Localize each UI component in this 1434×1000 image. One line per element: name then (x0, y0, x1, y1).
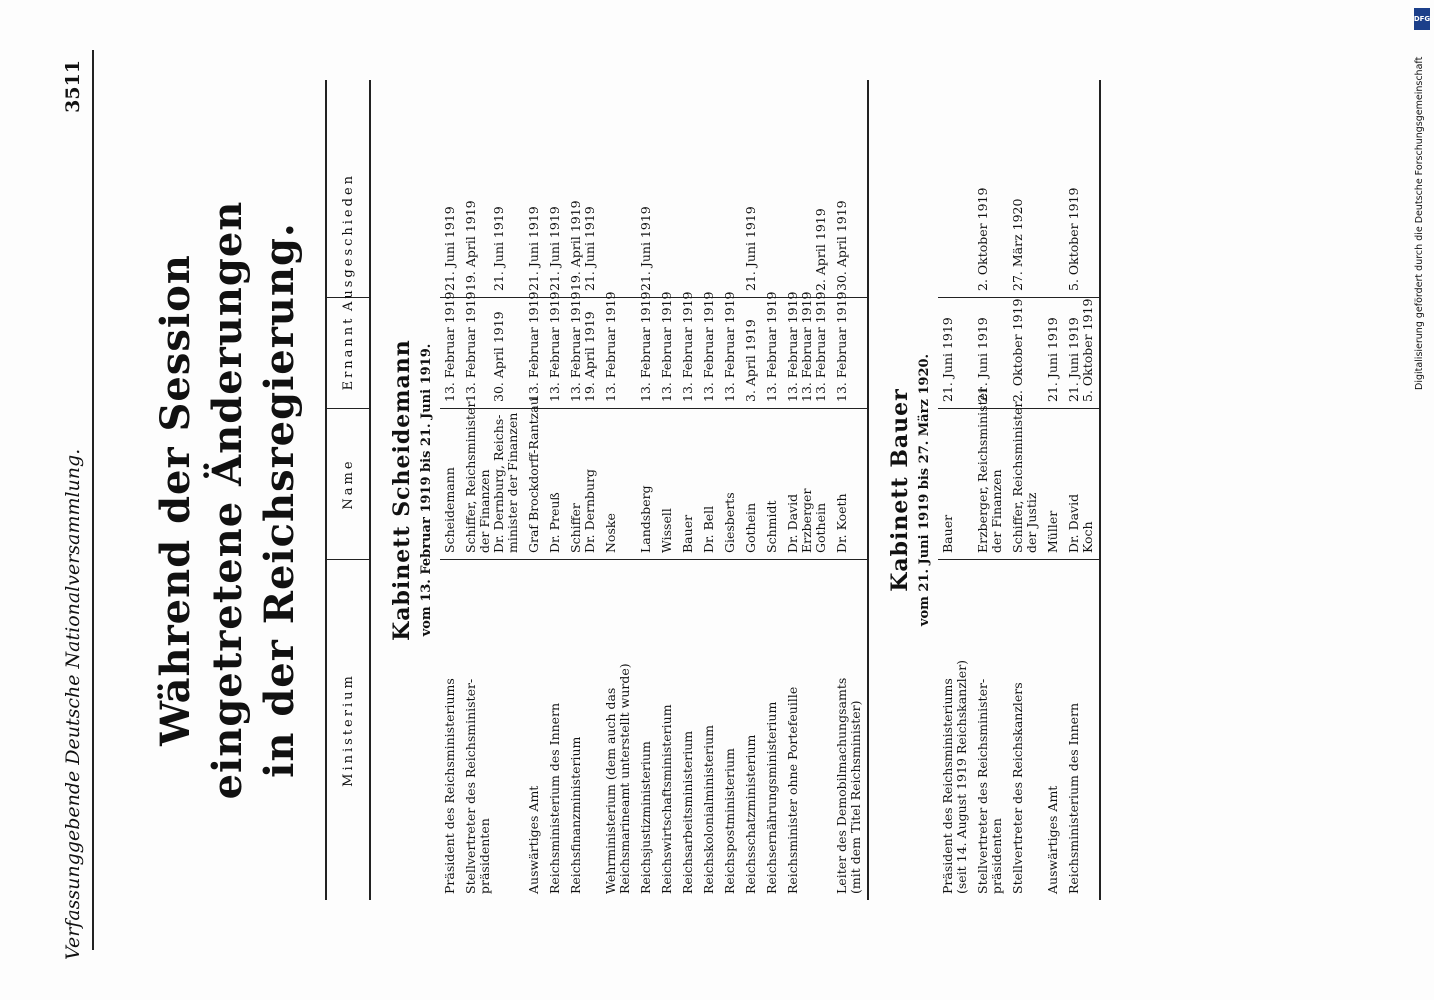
cell-line: 30. April 1919 (491, 311, 506, 402)
rotated-content (40, 40, 1370, 960)
cell-line: präsidenten (989, 818, 1004, 894)
ministry-cell (1043, 559, 1064, 900)
cell-line: Reichsschatzministerium (743, 734, 758, 894)
cabinet-period: vom 13. Februar 1919 bis 21. Juni 1919. (419, 343, 434, 637)
running-head (62, 60, 92, 960)
cell-line: 21. Juni 1919 (1045, 317, 1060, 402)
name-cell (1043, 408, 1064, 559)
table-row (720, 80, 741, 900)
name-cell (762, 408, 783, 559)
departed-cell (678, 187, 699, 297)
ministry-cell (678, 559, 699, 900)
table-row (832, 80, 867, 900)
table-row (657, 80, 678, 900)
table-row (938, 80, 973, 900)
cell-line: Reichsministerium des Innern (1066, 702, 1081, 894)
cell-line (941, 193, 955, 291)
appointed-cell (566, 291, 601, 408)
cell-line: 13. Februar 1919 (799, 291, 814, 402)
name-cell (741, 408, 762, 559)
cell-line: 13. Februar 1919 (785, 291, 800, 402)
table-row (1008, 80, 1043, 900)
cell-line: Präsident des Reichsministeriums (940, 678, 955, 894)
cell-line: Reichsjustizministerium (638, 741, 653, 894)
ministry-cell (566, 559, 601, 900)
name-cell (699, 408, 720, 559)
departed-cell (973, 187, 1008, 297)
cell-line: Dr. David (785, 493, 800, 553)
cell-line: Dr. Dernburg (582, 468, 597, 553)
cell-line (1081, 193, 1095, 291)
ministry-cell (699, 559, 720, 900)
ministry-cell (762, 559, 783, 900)
running-head-title: Verfassunggebende Deutsche Nationalversammlung. (62, 448, 84, 960)
cell-line: der Finanzen (989, 469, 1004, 553)
cell-line: 19. April 1919 (568, 200, 583, 291)
cell-line (604, 193, 618, 291)
appointed-cell (1008, 297, 1043, 408)
departed-cell (783, 187, 832, 297)
cell-line: Stellvertreter des Reichskanzlers (1010, 682, 1025, 894)
ministry-cell (601, 559, 636, 900)
appointed-cell (699, 291, 720, 408)
ministry-cell (938, 559, 973, 900)
cell-line: Reichsministerium des Innern (547, 702, 562, 894)
column-header-ministerium: Ministerium (327, 559, 369, 900)
name-cell (678, 408, 699, 559)
cabinet-period: vom 21. Juni 1919 bis 27. März 1920. (917, 353, 932, 627)
cell-line: 5. Oktober 1919 (1066, 187, 1081, 291)
cell-line: 19. April 1919 (463, 200, 478, 291)
cell-line: 21. Juni 1919 (491, 206, 506, 291)
name-cell (1008, 401, 1043, 559)
cell-line: Reichskolonialministerium (701, 724, 716, 894)
cell-line (765, 193, 779, 291)
ministry-cell (636, 559, 657, 900)
table-row (461, 80, 524, 900)
cell-line (660, 193, 674, 291)
table-row (973, 80, 1008, 900)
cell-line: 21. Juni 1919 (582, 206, 597, 291)
table-row (440, 80, 461, 900)
cell-line: Graf Brockdorff-Rantzau (526, 397, 541, 553)
cell-line (800, 193, 814, 291)
cell-line: 13. Februar 1919 (701, 291, 716, 402)
cell-line: Giesberts (722, 492, 737, 553)
departed-cell (657, 187, 678, 297)
appointed-cell (720, 291, 741, 408)
title-line-1: Während der Session eingetretene Änderungen (152, 200, 251, 800)
cell-line (681, 193, 695, 291)
ministry-cell (657, 559, 678, 900)
table-row (601, 80, 636, 900)
departed-cell (699, 187, 720, 297)
table-row (699, 80, 720, 900)
cell-line: Wissell (659, 508, 674, 553)
table-row (762, 80, 783, 900)
table-row (636, 80, 657, 900)
name-cell (545, 408, 566, 559)
cell-line: der Justiz (1024, 492, 1039, 553)
cell-line: Schiffer, Reichsminister (1010, 401, 1025, 553)
cell-line: Noske (603, 513, 618, 553)
appointed-cell (1043, 297, 1064, 408)
table-row (783, 80, 832, 900)
departed-cell (440, 187, 461, 297)
cell-line (723, 193, 737, 291)
appointed-cell (973, 297, 1008, 408)
table-row (524, 80, 545, 900)
cell-line: 2. Oktober 1919 (975, 187, 990, 291)
header-rule (92, 50, 94, 950)
cell-line: Reichspostministerium (722, 748, 737, 894)
cell-line: Schmidt (764, 500, 779, 553)
cell-line: Reichsmarineamt unterstellt wurde) (617, 663, 632, 894)
cell-line: 13. Februar 1919 (568, 291, 583, 402)
name-cell (720, 408, 741, 559)
name-cell (440, 408, 461, 559)
cell-line: 13. Februar 1919 (638, 291, 653, 402)
page-title (150, 150, 306, 850)
name-cell (783, 408, 832, 559)
ministry-cell (1064, 559, 1099, 900)
ministry-cell (783, 559, 832, 900)
cell-line: minister der Finanzen (505, 412, 520, 553)
ministry-table (325, 80, 1101, 900)
cell-line: 13. Februar 1919 (547, 291, 562, 402)
table-row (566, 80, 601, 900)
appointed-cell (938, 297, 973, 408)
cell-line: 2. Oktober 1919 (1010, 298, 1025, 402)
cell-line: Dr. Dernburg, Reichs- (491, 414, 506, 553)
name-cell (973, 387, 1008, 559)
cell-line: 27. März 1920 (1010, 198, 1025, 291)
ministry-cell (832, 559, 867, 900)
departed-cell (1064, 187, 1099, 297)
departed-cell (832, 187, 867, 297)
cell-line: Gothein (743, 502, 758, 553)
cell-line: 21. Juni 1919 (526, 206, 541, 291)
appointed-cell (440, 291, 461, 408)
cell-line: Reichsarbeitsministerium (680, 730, 695, 894)
appointed-cell (601, 291, 636, 408)
cell-line: 13. Februar 1919 (813, 291, 828, 402)
cell-line: Reichsernährungsministerium (764, 701, 779, 894)
cell-line: Dr. David (1066, 493, 1081, 553)
cell-line: 21. Juni 1919 (442, 206, 457, 291)
cell-line: Bauer (680, 514, 695, 553)
cell-line: Scheidemann (442, 467, 457, 553)
departed-cell (636, 187, 657, 297)
cabinet-title: Kabinett Scheidemann (389, 339, 415, 641)
cell-line: 5. Oktober 1919 (1080, 298, 1095, 402)
cell-line: 2. April 1919 (813, 208, 828, 291)
name-cell (657, 408, 678, 559)
ministry-cell (545, 559, 566, 900)
cell-line: Müller (1045, 510, 1060, 553)
appointed-cell (678, 291, 699, 408)
cell-line (478, 193, 492, 291)
departed-cell (741, 187, 762, 297)
departed-cell (601, 187, 636, 297)
name-cell (461, 401, 524, 559)
cell-line: Bauer (940, 514, 955, 553)
ministry-cell (973, 559, 1008, 900)
cell-line: 13. Februar 1919 (834, 291, 849, 402)
cell-line: Reichsminister ohne Portefeuille (785, 686, 800, 894)
cell-line: 21. Juni 1919 (975, 317, 990, 402)
cell-line: Gothein (813, 502, 828, 553)
departed-cell (720, 187, 741, 297)
cell-line: 13. Februar 1919 (603, 291, 618, 402)
cell-line: Schiffer, Reichsminister (463, 401, 478, 553)
name-cell (524, 397, 545, 559)
cell-line: Koch (1080, 521, 1095, 553)
ministry-cell (1008, 559, 1043, 900)
cell-line: der Finanzen (477, 469, 492, 553)
name-cell (1064, 408, 1099, 559)
ministry-cell (720, 559, 741, 900)
cell-line: Präsident des Reichsministeriums (442, 678, 457, 894)
cell-line: Stellvertreter des Reichsminister- (975, 678, 990, 894)
cell-line: Reichsfinanzministerium (568, 736, 583, 894)
table-row (545, 80, 566, 900)
cell-line: Stellvertreter des Reichsminister- (463, 678, 478, 894)
cell-line (1046, 193, 1060, 291)
title-line-2: in der Reichsregierung. (256, 222, 303, 778)
ministry-cell (524, 559, 545, 900)
departed-cell (938, 187, 973, 297)
appointed-cell (832, 291, 867, 408)
cell-line: 13. Februar 1919 (680, 291, 695, 402)
departed-cell (566, 187, 601, 297)
name-cell (636, 408, 657, 559)
column-header-ernannt: Ernannt (327, 297, 369, 408)
page-number: 3511 (62, 60, 84, 113)
appointed-cell (1064, 297, 1099, 408)
credit-text: Digitalisierung gefördert durch die Deutsche Forschungsgemeinschaft (1414, 56, 1425, 390)
cabinet-rows (440, 80, 869, 900)
cell-line: 13. Februar 1919 (722, 291, 737, 402)
cell-line: Auswärtiges Amt (1045, 785, 1060, 894)
ministry-cell (741, 559, 762, 900)
cell-line: Reichswirtschaftsministerium (659, 704, 674, 894)
cell-line: Schiffer (568, 503, 583, 553)
departed-cell (1008, 187, 1043, 297)
ministry-cell (440, 559, 461, 900)
cabinet-rows (938, 80, 1101, 900)
departed-cell (545, 187, 566, 297)
appointed-cell (636, 291, 657, 408)
cell-line: Landsberg (638, 485, 653, 553)
cell-line: (mit dem Titel Reichsminister) (848, 700, 863, 894)
name-cell (566, 408, 601, 559)
dfg-logo: DFG (1414, 8, 1430, 30)
cell-line: 19. April 1919 (582, 311, 597, 402)
cell-line: 21. Juni 1919 (1066, 317, 1081, 402)
cell-line: 21. Juni 1919 (940, 317, 955, 402)
cell-line: 13. Februar 1919 (526, 291, 541, 402)
column-header-ausgeschieden: Ausgeschieden (340, 172, 356, 311)
appointed-cell (524, 291, 545, 408)
cell-line: 30. April 1919 (834, 200, 849, 291)
appointed-cell (545, 291, 566, 408)
cell-line: 3. April 1919 (743, 319, 758, 402)
appointed-cell (762, 291, 783, 408)
column-header-name: Name (327, 408, 369, 559)
departed-cell (1043, 187, 1064, 297)
cell-line: (seit 14. August 1919 Reichskanzler) (954, 659, 969, 894)
cell-line (786, 193, 800, 291)
cell-line: Auswärtiges Amt (526, 785, 541, 894)
cell-line: 13. Februar 1919 (442, 291, 457, 402)
table-row (741, 80, 762, 900)
appointed-cell (657, 291, 678, 408)
table-row (1043, 80, 1064, 900)
cell-line: Dr. Koeth (834, 493, 849, 553)
departed-cell (524, 187, 545, 297)
digitization-credit (1414, 10, 1428, 390)
cell-line (478, 304, 492, 402)
cabinets (389, 80, 1101, 900)
column-header-row (325, 80, 371, 900)
name-cell (938, 408, 973, 559)
appointed-cell (783, 291, 832, 408)
table-row (1064, 80, 1099, 900)
cell-line: 13. Februar 1919 (463, 291, 478, 402)
cell-line: Dr. Bell (701, 505, 716, 553)
name-cell (832, 408, 867, 559)
departed-cell (762, 187, 783, 297)
cell-line: präsidenten (477, 818, 492, 894)
cell-line: 13. Februar 1919 (764, 291, 779, 402)
cell-line: 13. Februar 1919 (659, 291, 674, 402)
ministry-cell (461, 559, 524, 900)
departed-cell (461, 187, 524, 297)
cell-line: 21. Juni 1919 (743, 206, 758, 291)
cell-line: Dr. Preuß (547, 492, 562, 553)
cell-line: 21. Juni 1919 (638, 206, 653, 291)
cell-line: Erzberger (799, 488, 814, 553)
name-cell (601, 408, 636, 559)
table-row (678, 80, 699, 900)
cabinet-title: Kabinett Bauer (887, 388, 913, 592)
cell-line: Leiter des Demobilmachungsamts (834, 677, 849, 894)
cell-line: 21. Juni 1919 (547, 206, 562, 291)
appointed-cell (461, 291, 524, 408)
cell-line: Wehrministerium (dem auch das (603, 687, 618, 894)
appointed-cell (741, 297, 762, 408)
cell-line: Erzberger, Reichsminister (975, 387, 990, 553)
cell-line (702, 193, 716, 291)
